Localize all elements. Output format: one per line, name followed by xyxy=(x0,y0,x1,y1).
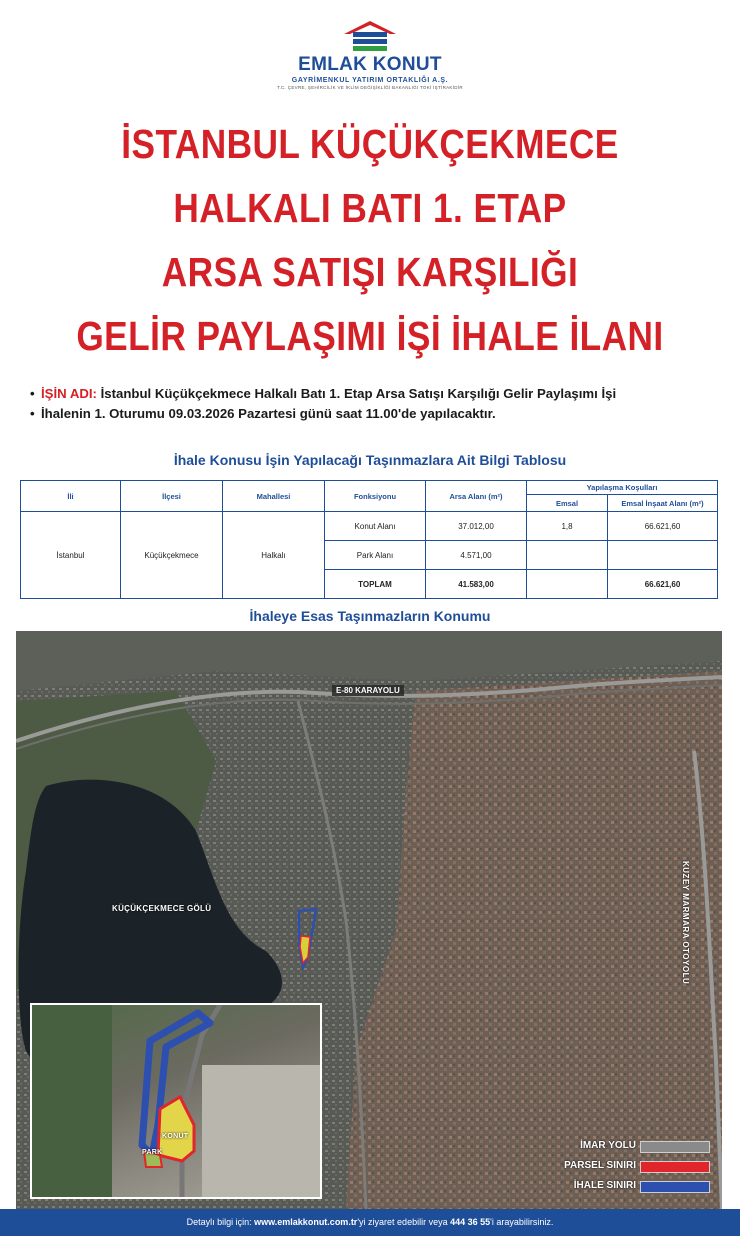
header-fonksiyon: Fonksiyonu xyxy=(325,481,426,512)
park-label: PARK xyxy=(142,1149,163,1156)
header-mahalle: Mahallesi xyxy=(223,481,325,512)
cell-fonksiyon: Konut Alanı xyxy=(325,512,426,541)
cell-fonksiyon: Park Alanı xyxy=(325,541,426,570)
header-arsa: Arsa Alanı (m²) xyxy=(426,481,527,512)
logo-subtitle: GAYRİMENKUL YATIRIM ORTAKLIĞI A.Ş. xyxy=(291,77,449,84)
cell-emsal-insaat xyxy=(608,541,718,570)
header-emsal: Emsal xyxy=(527,495,608,512)
header-yapilasma: Yapılaşma Koşulları xyxy=(527,481,718,495)
legend-label: İMAR YOLU xyxy=(580,1140,636,1151)
site-inset-map xyxy=(30,1003,322,1199)
legend-label: PARSEL SINIRI xyxy=(564,1160,636,1171)
job-name: İstanbul Küçükçekmece Halkalı Batı 1. Etap Arsa Satışı Karşılığı Gelir Paylaşımı İşi xyxy=(100,386,617,401)
highway-label: E-80 KARAYOLU xyxy=(332,685,404,696)
job-label: İŞİN ADI: xyxy=(41,386,97,401)
legend-label: İHALE SINIRI xyxy=(573,1180,636,1191)
title-line-4: GELİR PAYLAŞIMI İŞİ İHALE İLANI xyxy=(76,313,664,359)
header-ilce: İlçesi xyxy=(121,481,223,512)
table-title: İhale Konusu İşin Yapılacağı Taşınmazlara Ait Bilgi Tablosu xyxy=(173,452,567,468)
legend-item-imar-yolu xyxy=(510,1139,710,1155)
footer-suffix: 'i arayabilirsiniz. xyxy=(490,1217,554,1227)
cell-arsa-total: 41.583,00 xyxy=(426,570,527,599)
job-name-bullet xyxy=(30,384,720,404)
cell-arsa: 37.012,00 xyxy=(426,512,527,541)
session-text: İhalenin 1. Oturumu 09.03.2026 Pazartesi günü saat 11.00'de yapılacaktır. xyxy=(41,406,496,421)
footer-phone[interactable]: 444 36 55 xyxy=(450,1217,491,1227)
logo-ministry: T.C. ÇEVRE, ŞEHİRCİLİK VE İKLİM DEĞİŞİKLİĞİ BAKANLIĞI TOKİ İŞTİRAKİDİR xyxy=(277,85,463,90)
table-row xyxy=(21,512,718,541)
map-title: İhaleye Esas Taşınmazların Konumu xyxy=(249,608,491,624)
konut-label: KONUT xyxy=(162,1133,189,1140)
cell-arsa: 4.571,00 xyxy=(426,541,527,570)
lake-label: KÜÇÜKÇEKMECE GÖLÜ xyxy=(112,904,212,913)
cell-emsal-insaat-total: 66.621,60 xyxy=(608,570,718,599)
legend-item-ihale-siniri xyxy=(510,1179,710,1195)
logo-name: EMLAK KONUT xyxy=(298,54,442,75)
cell-emsal xyxy=(527,541,608,570)
cell-emsal-insaat: 66.621,60 xyxy=(608,512,718,541)
footer-middle: 'yi ziyaret edebilir veya xyxy=(357,1217,448,1227)
cell-il: İstanbul xyxy=(21,512,121,599)
session-bullet xyxy=(30,404,720,424)
announcement-bullets xyxy=(30,384,720,424)
title-line-2: HALKALI BATI 1. ETAP xyxy=(173,185,567,231)
legend-swatch xyxy=(640,1141,710,1153)
inset-graphic xyxy=(32,1005,320,1197)
emlak-konut-logo xyxy=(0,18,740,90)
cell-mahalle: Halkalı xyxy=(223,512,325,599)
motorway-label: KUZEY MARMARA OTOYOLU xyxy=(681,861,690,985)
footer-prefix: Detaylı bilgi için: xyxy=(186,1217,252,1227)
cell-emsal: 1,8 xyxy=(527,512,608,541)
title-line-1: İSTANBUL KÜÇÜKÇEKMECE xyxy=(121,121,619,167)
cell-emsal-total xyxy=(527,570,608,599)
cell-ilce: Küçükçekmece xyxy=(121,512,223,599)
header-emsal-insaat: Emsal İnşaat Alanı (m²) xyxy=(608,495,718,512)
announcement-title xyxy=(52,112,688,368)
legend-swatch xyxy=(640,1181,710,1193)
property-info-table xyxy=(20,480,718,599)
title-line-3: ARSA SATIŞI KARŞILIĞI xyxy=(161,249,579,295)
footer-contact xyxy=(0,1209,740,1236)
legend-swatch xyxy=(640,1161,710,1173)
footer-website-link[interactable]: www.emlakkonut.com.tr xyxy=(254,1217,358,1227)
cell-fonksiyon-total: TOPLAM xyxy=(325,570,426,599)
house-roof-icon xyxy=(340,18,400,52)
legend-item-parsel-siniri xyxy=(510,1159,710,1175)
location-map xyxy=(16,631,722,1209)
header-il: İli xyxy=(21,481,121,512)
